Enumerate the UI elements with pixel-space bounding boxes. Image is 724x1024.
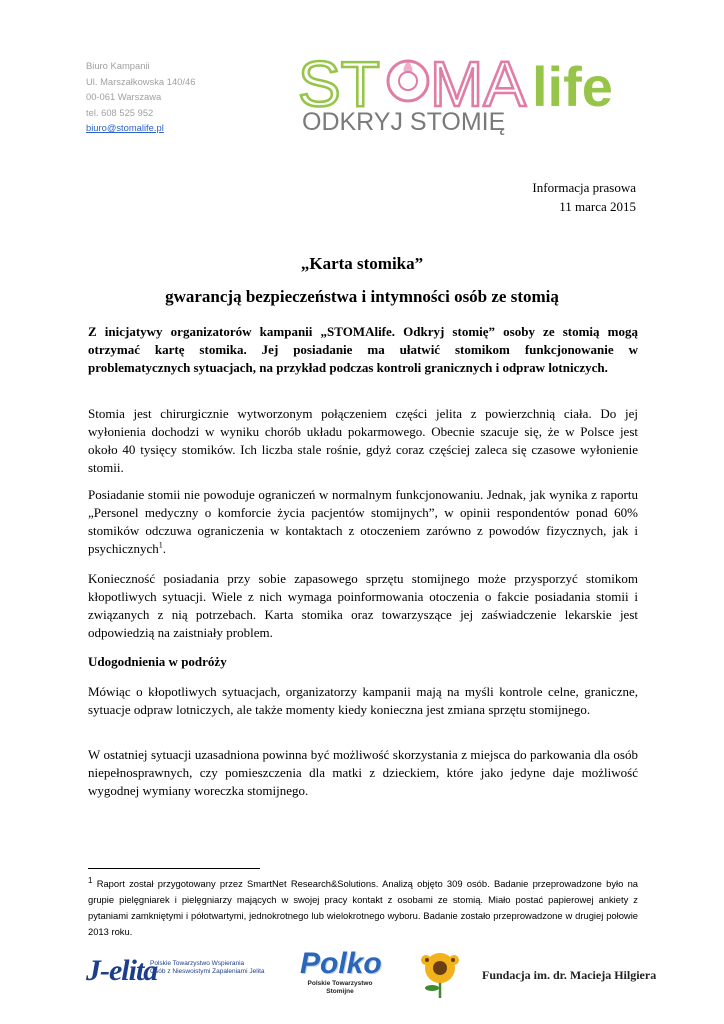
logo-tagline: ODKRYJ STOMIĘ: [302, 108, 506, 136]
logo-text-life: life: [532, 55, 613, 118]
polko-name: Polko: [300, 947, 382, 980]
release-date: 11 marca 2015: [559, 199, 636, 214]
page-title: „Karta stomika”: [300, 254, 424, 273]
paragraph-card-purpose: Konieczność posiadania przy sobie zapasowego sprzętu stomijnego może przysporzyć stomikom kłopotliwych sytuacji. Wiele z nich wymaga poinformowania otoczenia o fakcie posiadania stomii i związanych z nią potrzebach. Karta stomika oraz towarzyszące jej zaświadczenie lekarskie jest odpowiedzią na zaistniały problem.: [88, 571, 638, 640]
paragraph-limitations-text: Posiadanie stomii nie powoduje ograniczeń w normalnym funkcjonowaniu. Jednak, jak wynika z raportu „Personel medyczny o komforcie życia pacjentów stomijnych”, w opinii respondentów ponad 60% stomików odczuwa ograniczenia w kontaktach z otoczeniem zarówno z powodów fizycznych, jak i psychicznych: [88, 487, 638, 556]
paragraph-situations: Mówiąc o kłopotliwych sytuacjach, organizatorzy kampanii mają na myśli kontrole celne, graniczne, sytuacje odpraw lotniczych, ale także momenty kiedy konieczna jest zmiana sprzętu stomijnego.: [88, 684, 638, 717]
polko-subtitle-line2: Stomijne: [326, 988, 354, 995]
hilgiera-foundation-logo: Fundacja im. dr. Macieja Hilgiera: [482, 968, 657, 982]
jelita-subtitle-line1: Polskie Towarzystwo Wspierania: [150, 960, 245, 967]
page-subtitle: gwarancją bezpieczeństwa i intymności osób ze stomią: [165, 287, 559, 306]
sunflower-icon: [418, 950, 462, 1000]
footnote-number: 1: [88, 875, 93, 885]
footnote: [88, 876, 638, 940]
footnote-text: Raport został przygotowany przez SmartNet Research&Solutions. Analizą objęto 309 osób. Badanie przeprowadzone było na grupie pielęgniarek i pielęgniarzy mających w swojej pracy kontakt z osobami ze stomią. Miało postać papierowej ankiety z pytaniami zamkniętymi i półotwartymi, jednokrotnego lub wielokrotnego wyboru. Badanie zostało przeprowadzone w drugiej połowie 2013 roku.: [88, 878, 638, 937]
partner-logos: [0, 946, 724, 1006]
paragraph-limitations: Posiadanie stomii nie powoduje ograniczeń w normalnym funkcjonowaniu. Jednak, jak wynika z raportu „Personel medyczny o komforcie życia pacjentów stomijnych”, w opinii respondentów ponad 60% stomików odczuwa ograniczenia w kontaktach z otoczeniem zarówno z powodów fizycznych, jak i psychicznych$^1$.: [88, 487, 638, 556]
release-info: [532, 178, 636, 216]
logo-text-st: ST: [298, 48, 380, 120]
logo-flower-icon: [388, 61, 428, 101]
contact-city: 00-061 Warszawa: [86, 91, 162, 102]
paragraph-parking: W ostatniej sytuacji uzasadniona powinna być możliwość skorzystania z miejsca do parkowania dla osób niepełnosprawnych, czy pomieszczenia dla matki z dzieckiem, które jako jedyne daje możliwość wygodnej wymiany woreczka stomijnego.: [88, 747, 638, 798]
jelita-logo: [86, 954, 265, 988]
polko-subtitle-line1: Polskie Towarzystwo: [307, 980, 373, 987]
section-heading: Udogodnienia w podróży: [88, 654, 227, 669]
contact-phone: tel. 608 525 952: [86, 106, 154, 118]
paragraph-stoma-definition: Stomia jest chirurgicznie wytworzonym połączeniem części jelita z powierzchnią ciała. Do jej wyłonienia dochodzi w wyniku chorób układu pokarmowego. Obecnie szacuje się, że w Polsce jest około 40 tysięcy stomików. Ich liczba stale rośnie, gdyż coraz częściej zaleca się czasowe wyłonienie stomii.: [88, 406, 638, 475]
lead-paragraph: Z inicjatywy organizatorów kampanii „STOMAlife. Odkryj stomię” osoby ze stomią mogą otrzymać kartę stomika. Jej posiadanie ma ułatwić stomikom funkcjonowanie w problematycznych sytuacjach, na przykład podczas kontroli granicznych i odpraw lotniczych.: [88, 324, 638, 375]
stomalife-logo: [296, 48, 636, 148]
logo-text-ma: MA: [430, 48, 526, 120]
jelita-subtitle: [150, 960, 300, 976]
release-type: Informacja prasowa: [532, 180, 636, 195]
contact-email-link[interactable]: biuro@stomalife.pl: [86, 122, 164, 133]
contact-block: [86, 58, 195, 136]
footnote-reference[interactable]: 1: [158, 540, 163, 550]
contact-street: Ul. Marszałkowska 140/46: [86, 75, 196, 87]
contact-name: Biuro Kampanii: [86, 60, 150, 71]
jelita-subtitle-line2: Osób z Nieswoistymi Zapaleniami Jelita: [150, 968, 265, 975]
footnote-divider: [88, 868, 260, 869]
jelita-name: J-elita: [86, 954, 158, 987]
polko-logo: [300, 948, 380, 996]
